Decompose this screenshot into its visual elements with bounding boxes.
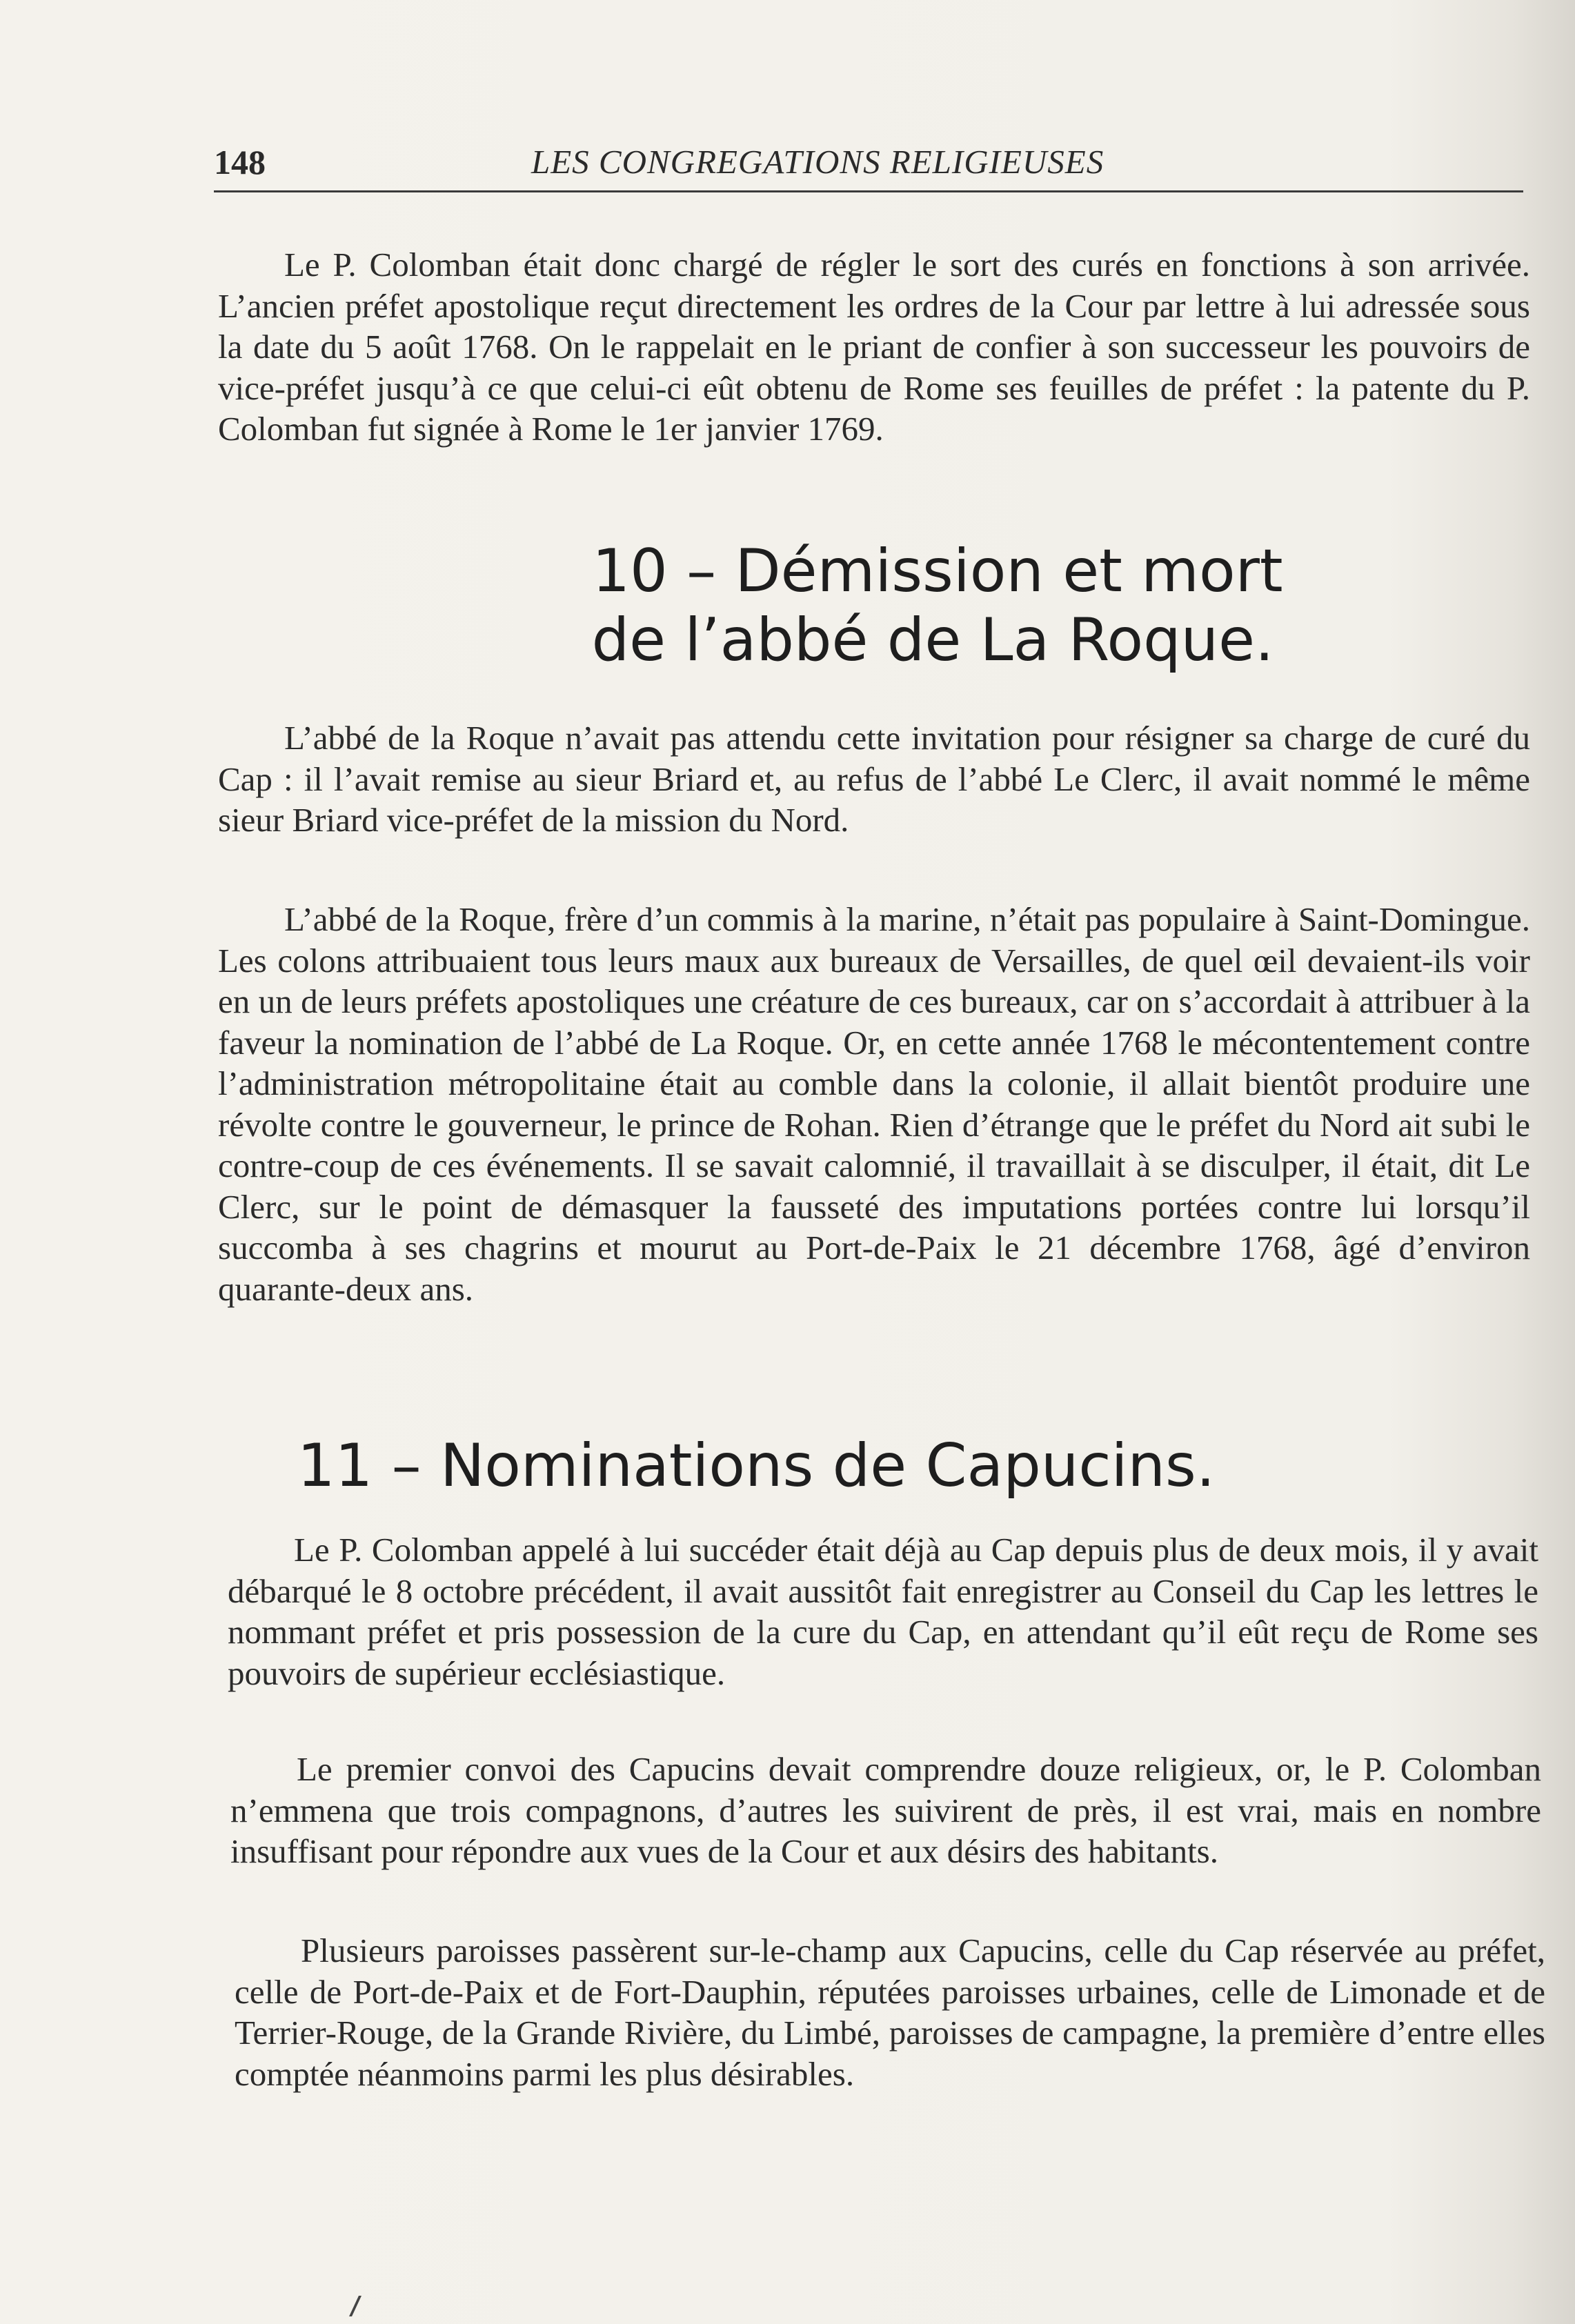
scan-mark (349, 2296, 371, 2316)
paragraph-first-convoy: Le premier convoi des Capucins devait comprendre douze religieux, or, le P. Colomban n’emmena que trois compagnons, d’autres les suivirent de près, il est vrai, mais en nombre insuffisant pour répondre aux vues de la Cour et aux désirs des habitants. (230, 1750, 1541, 1870)
section-heading-11-line: 11 – Nominations de Capucins. (297, 1431, 1216, 1500)
section-heading-10-line2: de l’abbé de La Roque. (591, 606, 1274, 675)
section-heading-10 (218, 537, 1575, 675)
paragraph-roque-resignation: L’abbé de la Roque n’avait pas attendu cette invitation pour résigner sa charge de curé du Cap : il l’avait remise au sieur Briard et, au refus de l’abbé Le Clerc, il avait nommé le même sieur Briard vice-préfet de la mission du Nord. (218, 719, 1530, 839)
paragraph-colomban-arrival: Le P. Colomban appelé à lui succéder était déjà au Cap depuis plus de deux mois, il y avait débarqué le 8 octobre précédent, il avait aussitôt fait enregistrer au Conseil du Cap les lettres le nommant préfet et pris possession de la cure du Cap, en attendant qu’il eût reçu de Rome ses pouvoirs de supérieur ecclésiastique. (228, 1531, 1538, 1692)
paragraph-colomban-charge: Le P. Colomban était donc chargé de régler le sort des curés en fonctions à son arrivée. L’ancien préfet apostolique reçut directement les ordres de la Cour par lettre à lui adressée sous la date du 5 août 1768. On le rappelait en le priant de confier à son successeur les pouvoirs de vice-préfet jusqu’à ce que celui-ci eût obtenu de Rome ses feuilles de préfet : la patente du P. Colomban fut signée à Rome le 1er janvier 1769. (218, 246, 1530, 448)
running-title: LES CONGREGATIONS RELIGIEUSES (531, 143, 1105, 181)
running-head (214, 142, 1523, 192)
page-number: 148 (214, 143, 266, 181)
paragraph-parishes: Plusieurs paroisses passèrent sur-le-champ aux Capucins, celle du Cap réservée au préfet, celle de Port-de-Paix et de Fort-Dauphin, réputées paroisses urbaines, celle de Limonade et de Terrier-Rouge, de la Grande Rivière, du Limbé, paroisses de campagne, la première d’entre elles comptée néanmoins parmi les plus désirables. (235, 1931, 1545, 2093)
section-heading-10-line1: 10 – Démission et mort (592, 537, 1283, 606)
paragraph-roque-death: L’abbé de la Roque, frère d’un commis à la marine, n’était pas populaire à Saint-Domingue. Les colons attribuaient tous leurs maux aux bureaux de Versailles, de quel œil devaient-ils voir en un de leurs préfets apostoliques une créature de ces bureaux, car on s’accordait à attribuer à la faveur la nomination de l’abbé de La Roque. Or, en cette année 1768 le mécontentement contre l’administration métropolitaine était au comble dans la colonie, il allait bientôt produire une révolte contre le gouverneur, le prince de Rohan. Rien d’étrange que le préfet du Nord ait subi le contre-coup de ces événements. Il se savait calomnié, il travaillait à se disculper, il était, dit Le Clerc, sur le point de démasquer la fausseté des imputations portées contre lui lorsqu’il succomba à ses chagrins et mourut au Port-de-Paix le 21 décembre 1768, âgé d’environ quarante-deux ans. (218, 900, 1530, 1308)
section-heading-11 (218, 1431, 1294, 1500)
